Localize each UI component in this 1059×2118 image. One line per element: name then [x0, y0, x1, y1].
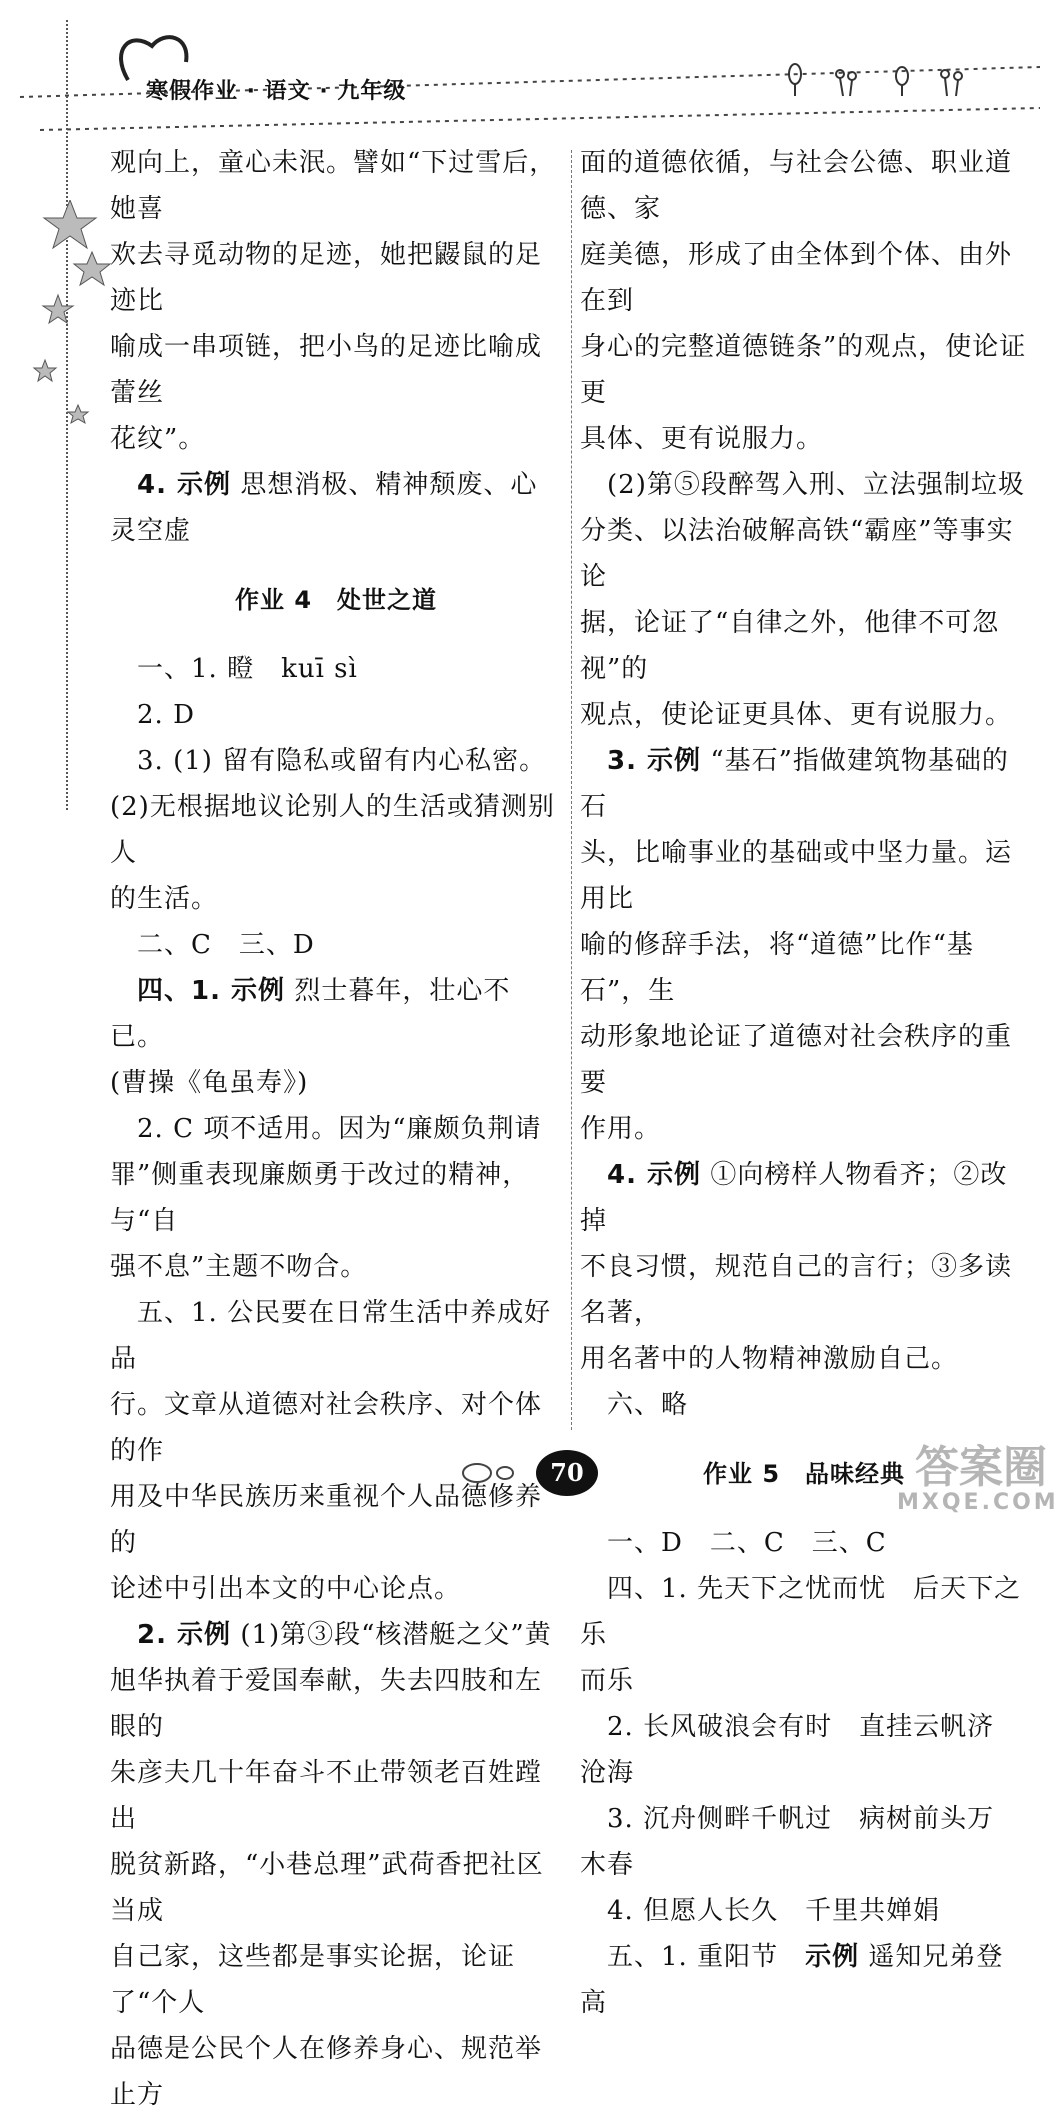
answer-4: [110, 462, 562, 554]
answer-line: 2. 长风破浪会有时 直挂云帆济: [607, 1712, 995, 1742]
text-line: 喻成一串项链，把小鸟的足迹比喻成蕾丝: [110, 332, 543, 408]
star-icon: [34, 360, 56, 381]
text-line: 朱彦夫几十年奋斗不止带领老百姓蹚出: [110, 1758, 543, 1834]
text-line: 面的道德依循，与社会公德、职业道德、家: [580, 148, 1013, 224]
text-line: 用及中华民族历来重视个人品德修养的: [110, 1482, 543, 1558]
watermark-sub: MXQE.COM: [897, 1490, 1059, 1515]
text-line: 作用。: [580, 1114, 662, 1144]
footer-circles: [455, 1458, 535, 1488]
text-line: 分类、以法治破解高铁“霸座”等事实论: [580, 516, 1014, 592]
answer-line: 五、1. 公民要在日常生活中养成好品: [110, 1298, 552, 1374]
answer-line: 3. 示例 “基石”指做建筑物基础的石: [580, 746, 1009, 822]
section-heading-5: 作业 5 品味经典: [702, 1460, 906, 1488]
text-line: 观点，使论证更具体、更有说服力。: [580, 700, 1013, 730]
answer-line: 2. 示例 (1)第③段“核潜艇之父”黄: [137, 1620, 552, 1650]
text-line: 自己家，这些都是事实论据，论证了“个人: [110, 1942, 516, 2018]
answer-line: 一、D 二、C 三、C: [607, 1528, 887, 1558]
text-line: 花纹”。: [110, 424, 206, 454]
text-line: 罪”侧重表现廉颇勇于改过的精神，与“自: [110, 1160, 530, 1236]
answer-line: 二、C 三、D: [137, 930, 315, 960]
watermark: [897, 1442, 1059, 1526]
text-line: 论述中引出本文的中心论点。: [110, 1574, 462, 1604]
answer-line: 2. C 项不适用。因为“廉颇负荆请: [137, 1114, 542, 1144]
answer-text: 思想消极、精神颓废、心灵空虚: [110, 470, 538, 546]
header-title: 寒假作业 · 语文 · 九年级: [146, 79, 407, 104]
text-line: 头，比喻事业的基础或中坚力量。运用比: [580, 838, 1013, 914]
page-number: 70: [536, 1450, 598, 1496]
column-divider: [571, 150, 572, 1430]
text-line: 的生活。: [110, 884, 219, 914]
text-line: 动形象地论证了道德对社会秩序的重要: [580, 1022, 1013, 1098]
answer-line: 五、1. 重阳节 示例 遥知兄弟登高: [580, 1942, 1004, 2018]
star-icon: [44, 200, 96, 248]
flower-icons: [789, 64, 962, 96]
answer-line: 4. 示例 ①向榜样人物看齐；②改掉: [580, 1160, 1008, 1236]
text-line: 身心的完整道德链条”的观点，使论证更: [580, 332, 1027, 408]
left-column: [110, 140, 562, 2118]
answer-line: 3. 沉舟侧畔千帆过 病树前头万: [607, 1804, 995, 1834]
text-line: 强不息”主题不吻合。: [110, 1252, 368, 1282]
text-line: 具体、更有说服力。: [580, 424, 824, 454]
answer-line: 四、1. 示例 烈士暮年，壮心不已。: [110, 976, 511, 1052]
text-line: 不良习惯，规范自己的言行；③多读名著，: [580, 1252, 1013, 1328]
text-line: 品德是公民个人在修养身心、规范举止方: [110, 2034, 543, 2110]
text-line: 用名著中的人物精神激励自己。: [580, 1344, 959, 1374]
section-heading-4: 作业 4 处世之道: [234, 586, 438, 614]
star-icon: [43, 295, 73, 323]
star-icon: [68, 405, 88, 423]
text-line: 脱贫新路，“小巷总理”武荷香把社区当成: [110, 1850, 544, 1926]
text-line: 沧海: [580, 1758, 635, 1788]
answer-line: 四、1. 先天下之忧而忧 后天下之乐: [580, 1574, 1022, 1650]
watermark-text: 答案圈: [915, 1442, 1047, 1493]
text-line: (2)无根据地议论别人的生活或猜测别人: [110, 792, 555, 868]
answer-line: 4. 但愿人长久 千里共婵娟: [607, 1896, 941, 1926]
star-icon: [74, 252, 110, 285]
text-line: 欢去寻觅动物的足迹，她把鼹鼠的足迹比: [110, 240, 543, 316]
text-line: 据，论证了“自律之外，他律不可忽视”的: [580, 608, 1000, 684]
answer-line: (2)第⑤段醉驾入刑、立法强制垃圾: [607, 470, 1025, 500]
right-column: [580, 140, 1028, 2026]
text-line: (曹操《龟虽寿》): [110, 1068, 309, 1098]
text-line: 而乐: [580, 1666, 635, 1696]
text-line: 庭美德，形成了由全体到个体、由外在到: [580, 240, 1013, 316]
answer-line: 2. D: [137, 700, 195, 730]
text-line: 旭华执着于爱国奉献，失去四肢和左眼的: [110, 1666, 543, 1742]
answer-line: 一、1. 瞪 kuī sì: [137, 654, 358, 684]
text-line: 观向上，童心未泯。譬如“下过雪后，她喜: [110, 148, 557, 224]
answer-label: 4. 示例: [137, 470, 232, 500]
text-line: 喻的修辞手法，将“道德”比作“基石”，生: [580, 930, 974, 1006]
answer-line: 3. (1) 留有隐私或留有内心私密。: [137, 746, 547, 776]
text-line: 木春: [580, 1850, 635, 1880]
answer-line: 六、略: [607, 1390, 689, 1420]
text-line: 行。文章从道德对社会秩序、对个体的作: [110, 1390, 543, 1466]
